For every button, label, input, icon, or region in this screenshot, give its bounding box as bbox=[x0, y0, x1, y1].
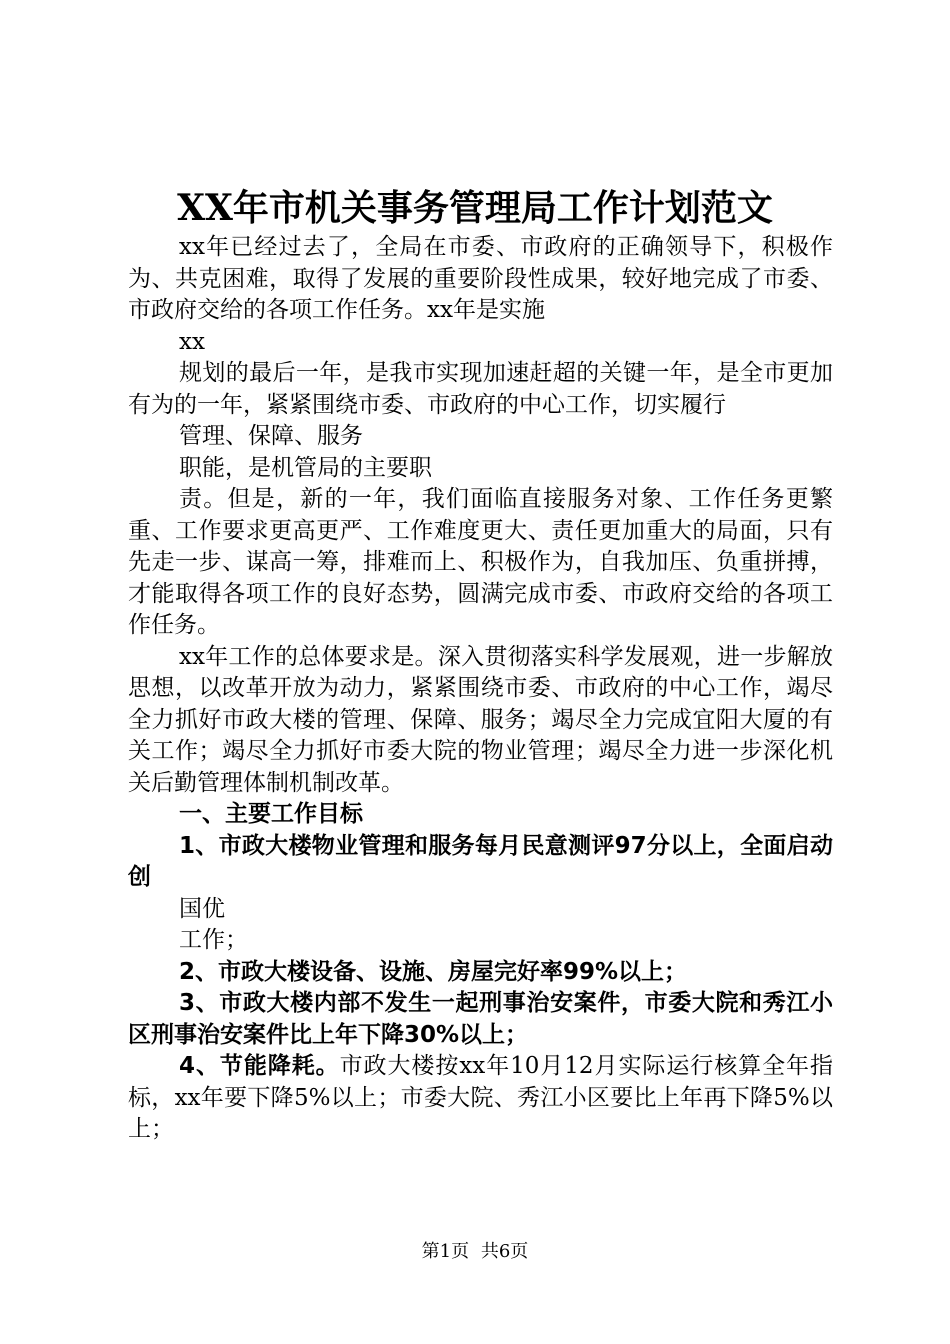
document-body bbox=[128, 232, 833, 1146]
goal-item-4-lead: 4、节能降耗。 bbox=[179, 1053, 340, 1079]
goal-item-3: 3、市政大楼内部不发生一起刑事治安案件，市委大院和秀江小区刑事治安案件比上年下降30%以上； bbox=[128, 990, 833, 1048]
paragraph-xx: xx bbox=[179, 328, 205, 355]
page-total: 共6页 bbox=[480, 1241, 529, 1262]
goal-item-4 bbox=[128, 1051, 833, 1146]
goal-item-2: 2、市政大楼设备、设施、房屋完好率99%以上； bbox=[179, 958, 688, 985]
paragraph-requirements: xx年工作的总体要求是。深入贯彻落实科学发展观，进一步解放思想，以改革开放为动力，紧紧围绕市委、市政府的中心工作，竭尽全力抓好市政大楼的管理、保障、服务；竭尽全力完成宜阳大厦的有关工作；竭尽全力抓好市委大院的物业管理；竭尽全力进一步深化机关后勤管理体制机制改革。 bbox=[128, 643, 833, 796]
goal-item-4-text: 市政大楼按xx年10月12月实际运行核算全年指标，xx年要下降5%以上；市委大院、秀江小区要比上年再下降5%以上； bbox=[128, 1053, 833, 1142]
section-heading-goals: 一、主要工作目标 bbox=[179, 801, 363, 827]
paragraph-intro: xx年已经过去了，全局在市委、市政府的正确领导下，积极作为、共克困难，取得了发展的重要阶段性成果，较好地完成了市委、市政府交给的各项工作任务。xx年是实施 bbox=[128, 234, 833, 323]
document-title: XX年市机关事务管理局工作计划范文 bbox=[177, 187, 773, 229]
page-number: 第1页 bbox=[421, 1241, 470, 1262]
goal-item-1-cont-b: 工作； bbox=[179, 927, 248, 953]
goal-item-1-cont-a: 国优 bbox=[179, 895, 225, 922]
paragraph-duty: 职能，是机管局的主要职 bbox=[179, 454, 432, 481]
paragraph-plan-year: 规划的最后一年，是我市实现加速赶超的关键一年，是全市更加有为的一年，紧紧围绕市委、市政府的中心工作，切实履行 bbox=[128, 360, 833, 418]
paragraph-functions: 管理、保障、服务 bbox=[179, 423, 363, 449]
paragraph-challenges: 责。但是，新的一年，我们面临直接服务对象、工作任务更繁重、工作要求更高更严、工作难度更大、责任更加重大的局面，只有先走一步、谋高一筹，排难而上、积极作为，自我加压、负重拼搏，才能取得各项工作的良好态势，圆满完成市委、市政府交给的各项工作任务。 bbox=[128, 486, 833, 638]
goal-item-1: 1、市政大楼物业管理和服务每月民意测评97分以上，全面启动创 bbox=[128, 832, 833, 890]
page-footer bbox=[0, 1240, 950, 1264]
